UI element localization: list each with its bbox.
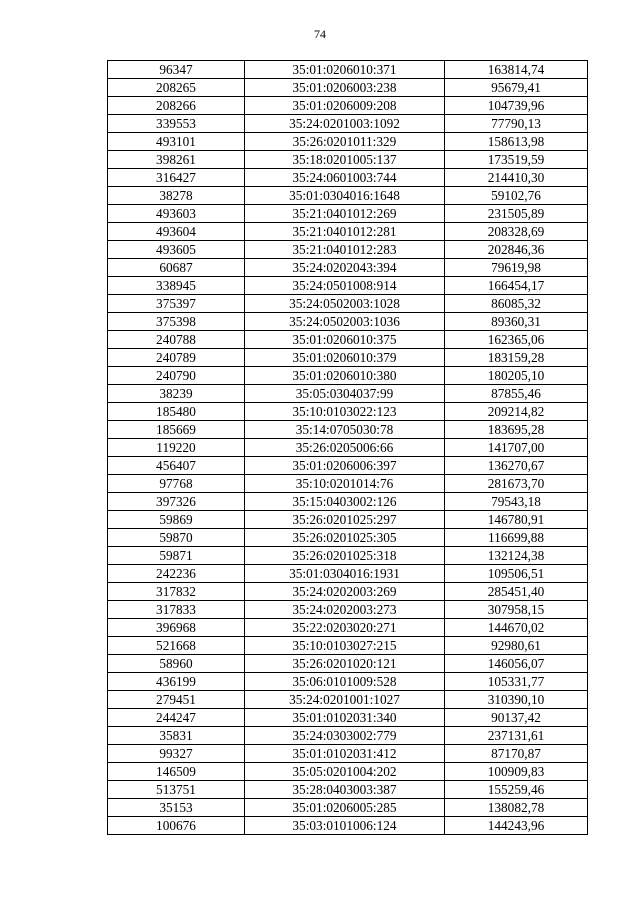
table-row bbox=[108, 259, 588, 277]
cadastral-value-cell: 183159,28 bbox=[445, 349, 588, 367]
table-row bbox=[108, 817, 588, 835]
table-row bbox=[108, 457, 588, 475]
table-row bbox=[108, 691, 588, 709]
cadastral-number-cell: 35:06:0101009:528 bbox=[245, 673, 445, 691]
table-row bbox=[108, 133, 588, 151]
cadastral-number-cell: 35:01:0304016:1931 bbox=[245, 565, 445, 583]
cadastral-number-cell: 35:24:0202003:273 bbox=[245, 601, 445, 619]
table-row bbox=[108, 403, 588, 421]
object-id-cell: 35831 bbox=[108, 727, 245, 745]
cadastral-value-cell: 87170,87 bbox=[445, 745, 588, 763]
cadastral-value-cell: 89360,31 bbox=[445, 313, 588, 331]
cadastral-number-cell: 35:10:0201014:76 bbox=[245, 475, 445, 493]
object-id-cell: 97768 bbox=[108, 475, 245, 493]
cadastral-value-cell: 162365,06 bbox=[445, 331, 588, 349]
object-id-cell: 185669 bbox=[108, 421, 245, 439]
cadastral-value-cell: 281673,70 bbox=[445, 475, 588, 493]
cadastral-number-cell: 35:01:0206006:397 bbox=[245, 457, 445, 475]
cadastral-number-cell: 35:01:0206010:379 bbox=[245, 349, 445, 367]
table-row bbox=[108, 223, 588, 241]
object-id-cell: 493605 bbox=[108, 241, 245, 259]
object-id-cell: 493101 bbox=[108, 133, 245, 151]
cadastral-number-cell: 35:26:0201025:305 bbox=[245, 529, 445, 547]
cadastral-value-cell: 90137,42 bbox=[445, 709, 588, 727]
table-row bbox=[108, 745, 588, 763]
cadastral-number-cell: 35:24:0502003:1036 bbox=[245, 313, 445, 331]
table-row bbox=[108, 511, 588, 529]
cadastral-number-cell: 35:26:0201025:318 bbox=[245, 547, 445, 565]
object-id-cell: 59869 bbox=[108, 511, 245, 529]
cadastral-number-cell: 35:01:0102031:340 bbox=[245, 709, 445, 727]
cadastral-value-cell: 79543,18 bbox=[445, 493, 588, 511]
cadastral-number-cell: 35:01:0206009:208 bbox=[245, 97, 445, 115]
cadastral-value-cell: 105331,77 bbox=[445, 673, 588, 691]
table-row bbox=[108, 385, 588, 403]
object-id-cell: 96347 bbox=[108, 61, 245, 79]
object-id-cell: 396968 bbox=[108, 619, 245, 637]
object-id-cell: 38278 bbox=[108, 187, 245, 205]
cadastral-number-cell: 35:01:0206010:375 bbox=[245, 331, 445, 349]
table-row bbox=[108, 115, 588, 133]
table-row bbox=[108, 439, 588, 457]
cadastral-value-cell: 136270,67 bbox=[445, 457, 588, 475]
cadastral-value-cell: 231505,89 bbox=[445, 205, 588, 223]
table-row bbox=[108, 547, 588, 565]
table-row bbox=[108, 583, 588, 601]
cadastral-number-cell: 35:24:0303002:779 bbox=[245, 727, 445, 745]
object-id-cell: 240788 bbox=[108, 331, 245, 349]
object-id-cell: 119220 bbox=[108, 439, 245, 457]
cadastral-number-cell: 35:22:0203020:271 bbox=[245, 619, 445, 637]
cadastral-number-cell: 35:01:0206005:285 bbox=[245, 799, 445, 817]
object-id-cell: 58960 bbox=[108, 655, 245, 673]
object-id-cell: 185480 bbox=[108, 403, 245, 421]
cadastral-value-cell: 155259,46 bbox=[445, 781, 588, 799]
cadastral-number-cell: 35:24:0201003:1092 bbox=[245, 115, 445, 133]
object-id-cell: 493603 bbox=[108, 205, 245, 223]
object-id-cell: 38239 bbox=[108, 385, 245, 403]
object-id-cell: 316427 bbox=[108, 169, 245, 187]
cadastral-number-cell: 35:01:0304016:1648 bbox=[245, 187, 445, 205]
cadastral-number-cell: 35:01:0206010:371 bbox=[245, 61, 445, 79]
table-row bbox=[108, 673, 588, 691]
object-id-cell: 513751 bbox=[108, 781, 245, 799]
cadastral-number-cell: 35:24:0601003:744 bbox=[245, 169, 445, 187]
table-row bbox=[108, 655, 588, 673]
table-row bbox=[108, 601, 588, 619]
cadastral-value-cell: 138082,78 bbox=[445, 799, 588, 817]
cadastral-value-cell: 144243,96 bbox=[445, 817, 588, 835]
cadastral-value-cell: 86085,32 bbox=[445, 295, 588, 313]
table-row bbox=[108, 205, 588, 223]
cadastral-value-cell: 209214,82 bbox=[445, 403, 588, 421]
cadastral-number-cell: 35:18:0201005:137 bbox=[245, 151, 445, 169]
table-row bbox=[108, 709, 588, 727]
cadastral-value-cell: 132124,38 bbox=[445, 547, 588, 565]
cadastral-number-cell: 35:24:0201001:1027 bbox=[245, 691, 445, 709]
object-id-cell: 398261 bbox=[108, 151, 245, 169]
table-row bbox=[108, 331, 588, 349]
cadastral-number-cell: 35:21:0401012:281 bbox=[245, 223, 445, 241]
cadastral-number-cell: 35:15:0403002:126 bbox=[245, 493, 445, 511]
cadastral-value-cell: 79619,98 bbox=[445, 259, 588, 277]
cadastral-number-cell: 35:26:0201025:297 bbox=[245, 511, 445, 529]
cadastral-value-cell: 158613,98 bbox=[445, 133, 588, 151]
table-row bbox=[108, 421, 588, 439]
cadastral-value-cell: 92980,61 bbox=[445, 637, 588, 655]
object-id-cell: 397326 bbox=[108, 493, 245, 511]
object-id-cell: 240790 bbox=[108, 367, 245, 385]
object-id-cell: 60687 bbox=[108, 259, 245, 277]
cadastral-number-cell: 35:05:0201004:202 bbox=[245, 763, 445, 781]
cadastral-value-cell: 183695,28 bbox=[445, 421, 588, 439]
cadastral-value-cell: 100909,83 bbox=[445, 763, 588, 781]
object-id-cell: 100676 bbox=[108, 817, 245, 835]
cadastral-value-cell: 104739,96 bbox=[445, 97, 588, 115]
table-row bbox=[108, 727, 588, 745]
cadastral-number-cell: 35:21:0401012:283 bbox=[245, 241, 445, 259]
table-row bbox=[108, 169, 588, 187]
object-id-cell: 242236 bbox=[108, 565, 245, 583]
cadastral-number-cell: 35:10:0103022:123 bbox=[245, 403, 445, 421]
cadastral-value-cell: 310390,10 bbox=[445, 691, 588, 709]
table-row bbox=[108, 79, 588, 97]
object-id-cell: 375397 bbox=[108, 295, 245, 313]
table-row bbox=[108, 619, 588, 637]
object-id-cell: 375398 bbox=[108, 313, 245, 331]
cadastral-value-cell: 208328,69 bbox=[445, 223, 588, 241]
cadastral-number-cell: 35:14:0705030:78 bbox=[245, 421, 445, 439]
table-row bbox=[108, 349, 588, 367]
cadastral-number-cell: 35:26:0201011:329 bbox=[245, 133, 445, 151]
cadastral-value-cell: 214410,30 bbox=[445, 169, 588, 187]
table-row bbox=[108, 763, 588, 781]
cadastral-value-cell: 87855,46 bbox=[445, 385, 588, 403]
cadastral-value-cell: 77790,13 bbox=[445, 115, 588, 133]
table-row bbox=[108, 529, 588, 547]
object-id-cell: 279451 bbox=[108, 691, 245, 709]
table-row bbox=[108, 799, 588, 817]
object-id-cell: 208265 bbox=[108, 79, 245, 97]
object-id-cell: 35153 bbox=[108, 799, 245, 817]
object-id-cell: 59870 bbox=[108, 529, 245, 547]
object-id-cell: 493604 bbox=[108, 223, 245, 241]
object-id-cell: 521668 bbox=[108, 637, 245, 655]
registry-table bbox=[107, 60, 588, 835]
table-row bbox=[108, 61, 588, 79]
cadastral-value-cell: 109506,51 bbox=[445, 565, 588, 583]
table-row bbox=[108, 151, 588, 169]
page-number: 74 bbox=[314, 27, 326, 41]
cadastral-value-cell: 180205,10 bbox=[445, 367, 588, 385]
cadastral-number-cell: 35:24:0202003:269 bbox=[245, 583, 445, 601]
cadastral-number-cell: 35:28:0403003:387 bbox=[245, 781, 445, 799]
cadastral-value-cell: 116699,88 bbox=[445, 529, 588, 547]
cadastral-number-cell: 35:26:0205006:66 bbox=[245, 439, 445, 457]
object-id-cell: 338945 bbox=[108, 277, 245, 295]
cadastral-value-cell: 95679,41 bbox=[445, 79, 588, 97]
object-id-cell: 436199 bbox=[108, 673, 245, 691]
cadastral-number-cell: 35:24:0202043:394 bbox=[245, 259, 445, 277]
cadastral-value-cell: 163814,74 bbox=[445, 61, 588, 79]
cadastral-value-cell: 166454,17 bbox=[445, 277, 588, 295]
object-id-cell: 59871 bbox=[108, 547, 245, 565]
cadastral-value-cell: 202846,36 bbox=[445, 241, 588, 259]
table-row bbox=[108, 493, 588, 511]
cadastral-value-cell: 141707,00 bbox=[445, 439, 588, 457]
cadastral-number-cell: 35:01:0206010:380 bbox=[245, 367, 445, 385]
registry-table-body bbox=[108, 61, 588, 835]
table-row bbox=[108, 637, 588, 655]
cadastral-number-cell: 35:24:0501008:914 bbox=[245, 277, 445, 295]
table-row bbox=[108, 295, 588, 313]
cadastral-value-cell: 307958,15 bbox=[445, 601, 588, 619]
object-id-cell: 146509 bbox=[108, 763, 245, 781]
cadastral-number-cell: 35:10:0103027:215 bbox=[245, 637, 445, 655]
table-row bbox=[108, 565, 588, 583]
cadastral-value-cell: 59102,76 bbox=[445, 187, 588, 205]
table-row bbox=[108, 277, 588, 295]
object-id-cell: 339553 bbox=[108, 115, 245, 133]
cadastral-number-cell: 35:21:0401012:269 bbox=[245, 205, 445, 223]
table-row bbox=[108, 781, 588, 799]
object-id-cell: 99327 bbox=[108, 745, 245, 763]
cadastral-value-cell: 237131,61 bbox=[445, 727, 588, 745]
cadastral-number-cell: 35:05:0304037:99 bbox=[245, 385, 445, 403]
object-id-cell: 208266 bbox=[108, 97, 245, 115]
object-id-cell: 244247 bbox=[108, 709, 245, 727]
object-id-cell: 317833 bbox=[108, 601, 245, 619]
table-row bbox=[108, 367, 588, 385]
table-row bbox=[108, 313, 588, 331]
object-id-cell: 240789 bbox=[108, 349, 245, 367]
cadastral-number-cell: 35:01:0102031:412 bbox=[245, 745, 445, 763]
cadastral-value-cell: 146780,91 bbox=[445, 511, 588, 529]
object-id-cell: 456407 bbox=[108, 457, 245, 475]
object-id-cell: 317832 bbox=[108, 583, 245, 601]
cadastral-number-cell: 35:26:0201020:121 bbox=[245, 655, 445, 673]
cadastral-value-cell: 285451,40 bbox=[445, 583, 588, 601]
cadastral-number-cell: 35:03:0101006:124 bbox=[245, 817, 445, 835]
cadastral-value-cell: 144670,02 bbox=[445, 619, 588, 637]
table-row bbox=[108, 97, 588, 115]
cadastral-number-cell: 35:24:0502003:1028 bbox=[245, 295, 445, 313]
cadastral-value-cell: 146056,07 bbox=[445, 655, 588, 673]
cadastral-value-cell: 173519,59 bbox=[445, 151, 588, 169]
table-row bbox=[108, 187, 588, 205]
table-row bbox=[108, 241, 588, 259]
table-row bbox=[108, 475, 588, 493]
cadastral-number-cell: 35:01:0206003:238 bbox=[245, 79, 445, 97]
